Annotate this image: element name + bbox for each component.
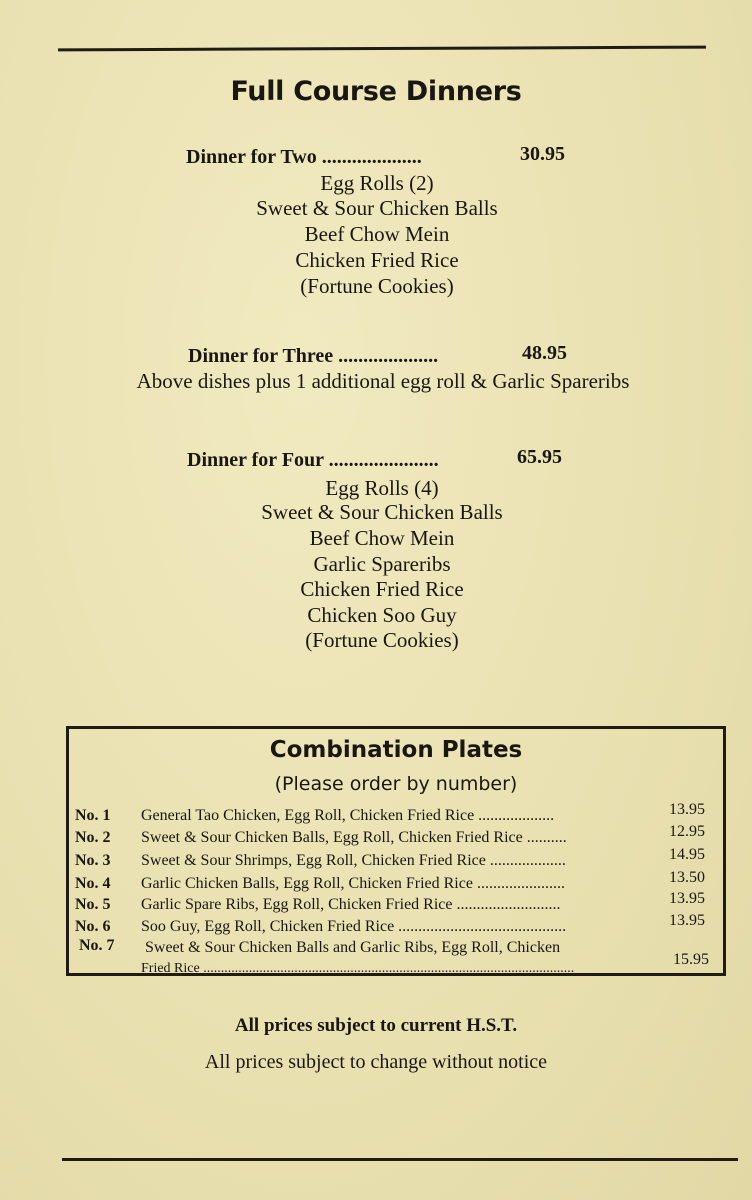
combo-row [69,801,723,829]
dinner-two-item: Chicken Fried Rice [295,248,459,272]
combo-number: No. 3 [75,852,111,869]
combo-row [69,937,723,981]
dinner-four-title: Dinner for Four ...................... [187,449,439,471]
combo-row [69,869,723,897]
dinner-four-item: Beef Chow Mein [309,526,455,550]
dinner-three-price: 48.95 [522,342,567,364]
combo-number: No. 1 [75,807,111,824]
combo-description: Sweet & Sour Chicken Balls, Egg Roll, Chicken Fried Rice .......... [141,829,567,846]
top-divider [58,46,706,52]
dinner-two-heading [186,143,565,169]
combination-plates-title: Combination Plates [269,737,523,763]
dinner-two-title: Dinner for Two .................... [186,146,422,168]
price-change-notice: All prices subject to change without notice [204,1051,548,1073]
page-title: Full Course Dinners [230,76,522,107]
combo-description-line: Sweet & Sour Chicken Balls and Garlic Ribs, Egg Roll, Chicken [145,939,561,956]
combo-row [69,890,723,918]
dinner-three-heading [188,342,567,368]
dinner-four-item: (Fortune Cookies) [305,628,459,652]
combo-row [69,823,723,851]
combo-description [141,937,578,981]
combo-price: 13.50 [669,869,705,886]
combo-price: 13.95 [669,912,705,929]
combo-number: No. 5 [75,896,111,913]
combination-plates-box [66,726,726,976]
dinner-two-item: Beef Chow Mein [304,222,450,246]
dinner-three-title: Dinner for Three .................... [188,345,439,367]
dinner-two-item: Egg Rolls (2) [320,171,434,195]
dinner-four-item: Chicken Soo Guy [307,603,457,627]
dinner-two-item: Sweet & Sour Chicken Balls [256,196,498,220]
combo-price: 12.95 [669,823,705,840]
combo-number: No. 4 [75,875,111,892]
combo-description: Soo Guy, Egg Roll, Chicken Fried Rice .......................................... [141,918,567,935]
combo-price: 14.95 [669,846,705,863]
combo-description: General Tao Chicken, Egg Roll, Chicken Fried Rice ................... [141,807,555,824]
combo-description: Garlic Chicken Balls, Egg Roll, Chicken Fried Rice ...................... [141,875,565,892]
bottom-divider [62,1158,738,1161]
combo-price: 13.95 [669,801,705,818]
combo-number: No. 2 [75,829,111,846]
dinner-four-item: Chicken Fried Rice [300,577,464,601]
dinner-two-item: (Fortune Cookies) [300,274,454,298]
combo-number: No. 7 [79,937,115,954]
combo-row [69,846,723,874]
combo-description: Sweet & Sour Shrimps, Egg Roll, Chicken Fried Rice ................... [141,852,566,869]
hst-notice: All prices subject to current H.S.T. [234,1015,518,1036]
dinner-four-heading [187,446,562,472]
combo-price: 15.95 [673,951,709,968]
combo-price: 13.95 [669,890,705,907]
combo-description: Garlic Spare Ribs, Egg Roll, Chicken Fried Rice .......................... [141,896,561,913]
combination-plates-subtitle: (Please order by number) [274,773,518,795]
dinner-four-item: Garlic Spareribs [313,552,451,576]
dinner-four-item: Sweet & Sour Chicken Balls [261,500,503,524]
dinner-two-price: 30.95 [520,143,565,165]
dinner-three-item: Above dishes plus 1 additional egg roll & Garlic Spareribs [136,369,630,393]
combo-number: No. 6 [75,918,111,935]
dinner-four-price: 65.95 [517,446,562,468]
dinner-four-item: Egg Rolls (4) [325,476,439,500]
combo-description-line: Fried Rice .......................................................................................................... [141,961,575,976]
